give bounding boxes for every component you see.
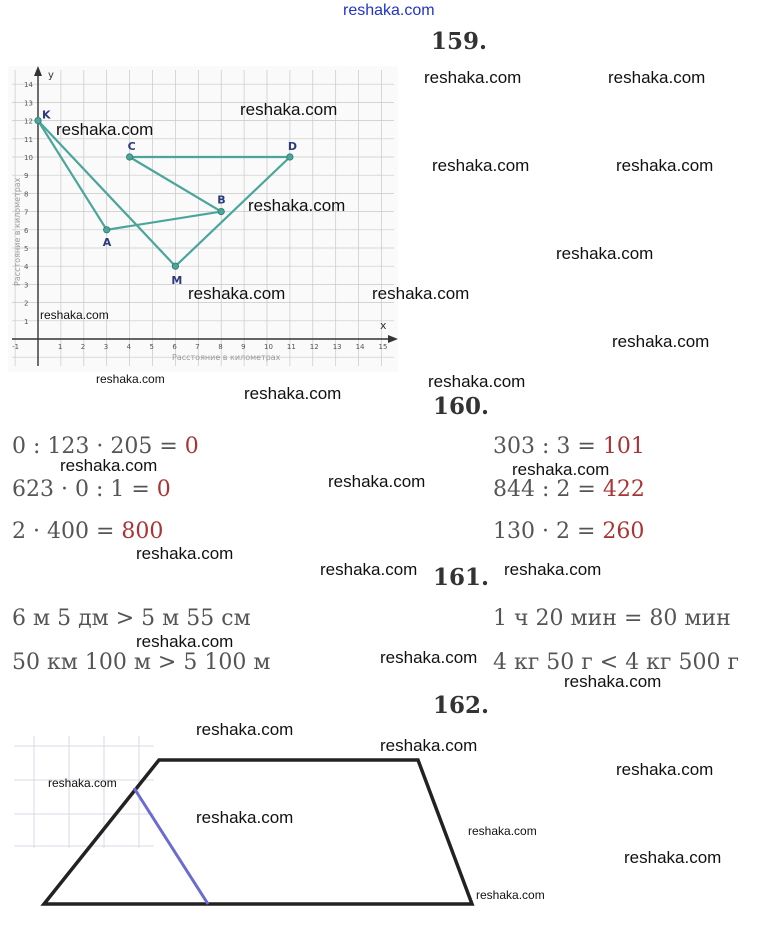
task-160-number: 160. (433, 393, 490, 420)
expression: 623 · 0 : 1 = (12, 477, 150, 502)
point-label-C: C (127, 140, 136, 153)
y-axis-caption: Расстояние в километрах (13, 177, 22, 286)
watermark: reshaka.com (476, 888, 545, 902)
expression: 303 : 3 = (493, 434, 596, 459)
y-axis-label: y (48, 70, 54, 81)
watermark: reshaka.com (380, 736, 478, 755)
point-D (287, 154, 293, 160)
expression-row (12, 477, 171, 502)
watermark: reshaka.com (136, 544, 234, 563)
x-tick-label: 11 (286, 343, 296, 351)
y-tick-label: 10 (24, 154, 33, 162)
watermark: reshaka.com (196, 720, 294, 739)
watermark: reshaka.com (624, 848, 722, 867)
x-tick-label: 4 (126, 343, 132, 351)
answer: 101 (602, 434, 645, 459)
watermark: reshaka.com (96, 372, 165, 386)
watermark: reshaka.com (240, 100, 338, 119)
watermark: reshaka.com (244, 384, 342, 403)
x-tick-label: 2 (80, 343, 86, 351)
x-tick-label: 8 (218, 343, 223, 351)
watermark: reshaka.com (328, 472, 426, 491)
x-tick-label: 14 (355, 343, 365, 351)
watermark: reshaka.com (372, 284, 470, 303)
coordinate-graph (8, 66, 398, 372)
site-link[interactable]: reshaka.com (343, 2, 435, 19)
watermark: reshaka.com (40, 308, 109, 322)
y-tick-label: 3 (24, 281, 29, 290)
expression-row (12, 519, 163, 544)
y-tick-label: 7 (24, 208, 29, 217)
watermark: reshaka.com (428, 372, 526, 391)
point-label-B: B (217, 193, 226, 207)
point-A (104, 227, 110, 233)
watermark: reshaka.com (48, 776, 117, 790)
point-label-D: D (287, 140, 298, 153)
y-tick-label: 8 (24, 190, 29, 199)
expression-row (493, 434, 645, 459)
x-tick-label: 6 (172, 343, 177, 351)
point-C (126, 154, 132, 160)
task-162-number: 162. (433, 692, 490, 719)
point-label-M: M (171, 274, 183, 288)
watermark: reshaka.com (136, 632, 234, 651)
watermark: reshaka.com (468, 824, 537, 838)
comparison: 6 м 5 дм > 5 м 55 см (12, 606, 251, 631)
expression: 0 : 123 · 205 = (12, 434, 178, 459)
watermark: reshaka.com (564, 672, 662, 691)
y-tick-label: 14 (24, 81, 33, 90)
task-161-number: 161. (433, 564, 490, 591)
x-tick-label: 7 (195, 343, 200, 351)
x-axis-label: x (380, 319, 387, 332)
y-tick-label: 1 (24, 317, 29, 326)
watermark: reshaka.com (512, 460, 610, 479)
expression: 2 · 400 = (12, 519, 115, 544)
point-label-K: K (42, 108, 51, 122)
watermark: reshaka.com (380, 648, 478, 667)
y-tick-label: 4 (24, 263, 29, 272)
comparison: 1 ч 20 мин = 80 мин (493, 606, 731, 631)
answer: 0 (156, 477, 171, 502)
y-tick-label: 2 (24, 299, 29, 308)
point-label-A: A (102, 235, 112, 249)
watermark: reshaka.com (188, 284, 286, 303)
x-tick-label: 3 (103, 343, 109, 351)
watermark: reshaka.com (320, 560, 418, 579)
x-tick-label: 5 (149, 343, 154, 351)
y-tick-label: 9 (24, 172, 29, 181)
answer: 422 (602, 477, 645, 502)
y-tick-label: 13 (24, 99, 33, 108)
watermark: reshaka.com (556, 244, 654, 263)
y-tick-label: 6 (24, 226, 29, 235)
watermark: reshaka.com (616, 760, 714, 779)
y-tick-label: 12 (24, 117, 33, 126)
x-tick-label: 10 (264, 343, 273, 351)
task-159-number: 159. (431, 28, 488, 55)
watermark: reshaka.com (248, 196, 346, 215)
point-M (172, 263, 178, 269)
watermark: reshaka.com (504, 560, 602, 579)
comparison: 4 кг 50 г < 4 кг 500 г (493, 650, 739, 675)
expression: 844 : 2 = (493, 477, 596, 502)
watermark: reshaka.com (56, 120, 154, 139)
x-tick-label: 12 (309, 343, 319, 351)
watermark: reshaka.com (60, 456, 158, 475)
x-tick-label: 9 (241, 343, 246, 351)
answer: 260 (602, 519, 645, 544)
x-tick-label: 15 (378, 343, 388, 351)
watermark: reshaka.com (432, 156, 530, 175)
answer: 0 (184, 434, 199, 459)
x-tick-label: 13 (332, 343, 342, 351)
comparison: 50 км 100 м > 5 100 м (12, 650, 271, 675)
x-tick-label: 1 (57, 343, 63, 351)
expression: 130 · 2 = (493, 519, 596, 544)
point-K (35, 117, 41, 123)
watermark: reshaka.com (608, 68, 706, 87)
answer: 800 (121, 519, 164, 544)
y-tick-label: 11 (24, 135, 33, 144)
x-axis-caption: Расстояние в километрах (172, 353, 281, 362)
expression-row (493, 519, 644, 544)
watermark: reshaka.com (196, 808, 294, 827)
watermark: reshaka.com (612, 332, 710, 351)
x-tick-label: -1 (12, 343, 20, 351)
expression-row (493, 477, 645, 502)
point-B (218, 208, 224, 214)
y-tick-label: 5 (24, 245, 29, 253)
watermark: reshaka.com (424, 68, 522, 87)
watermark: reshaka.com (616, 156, 714, 175)
